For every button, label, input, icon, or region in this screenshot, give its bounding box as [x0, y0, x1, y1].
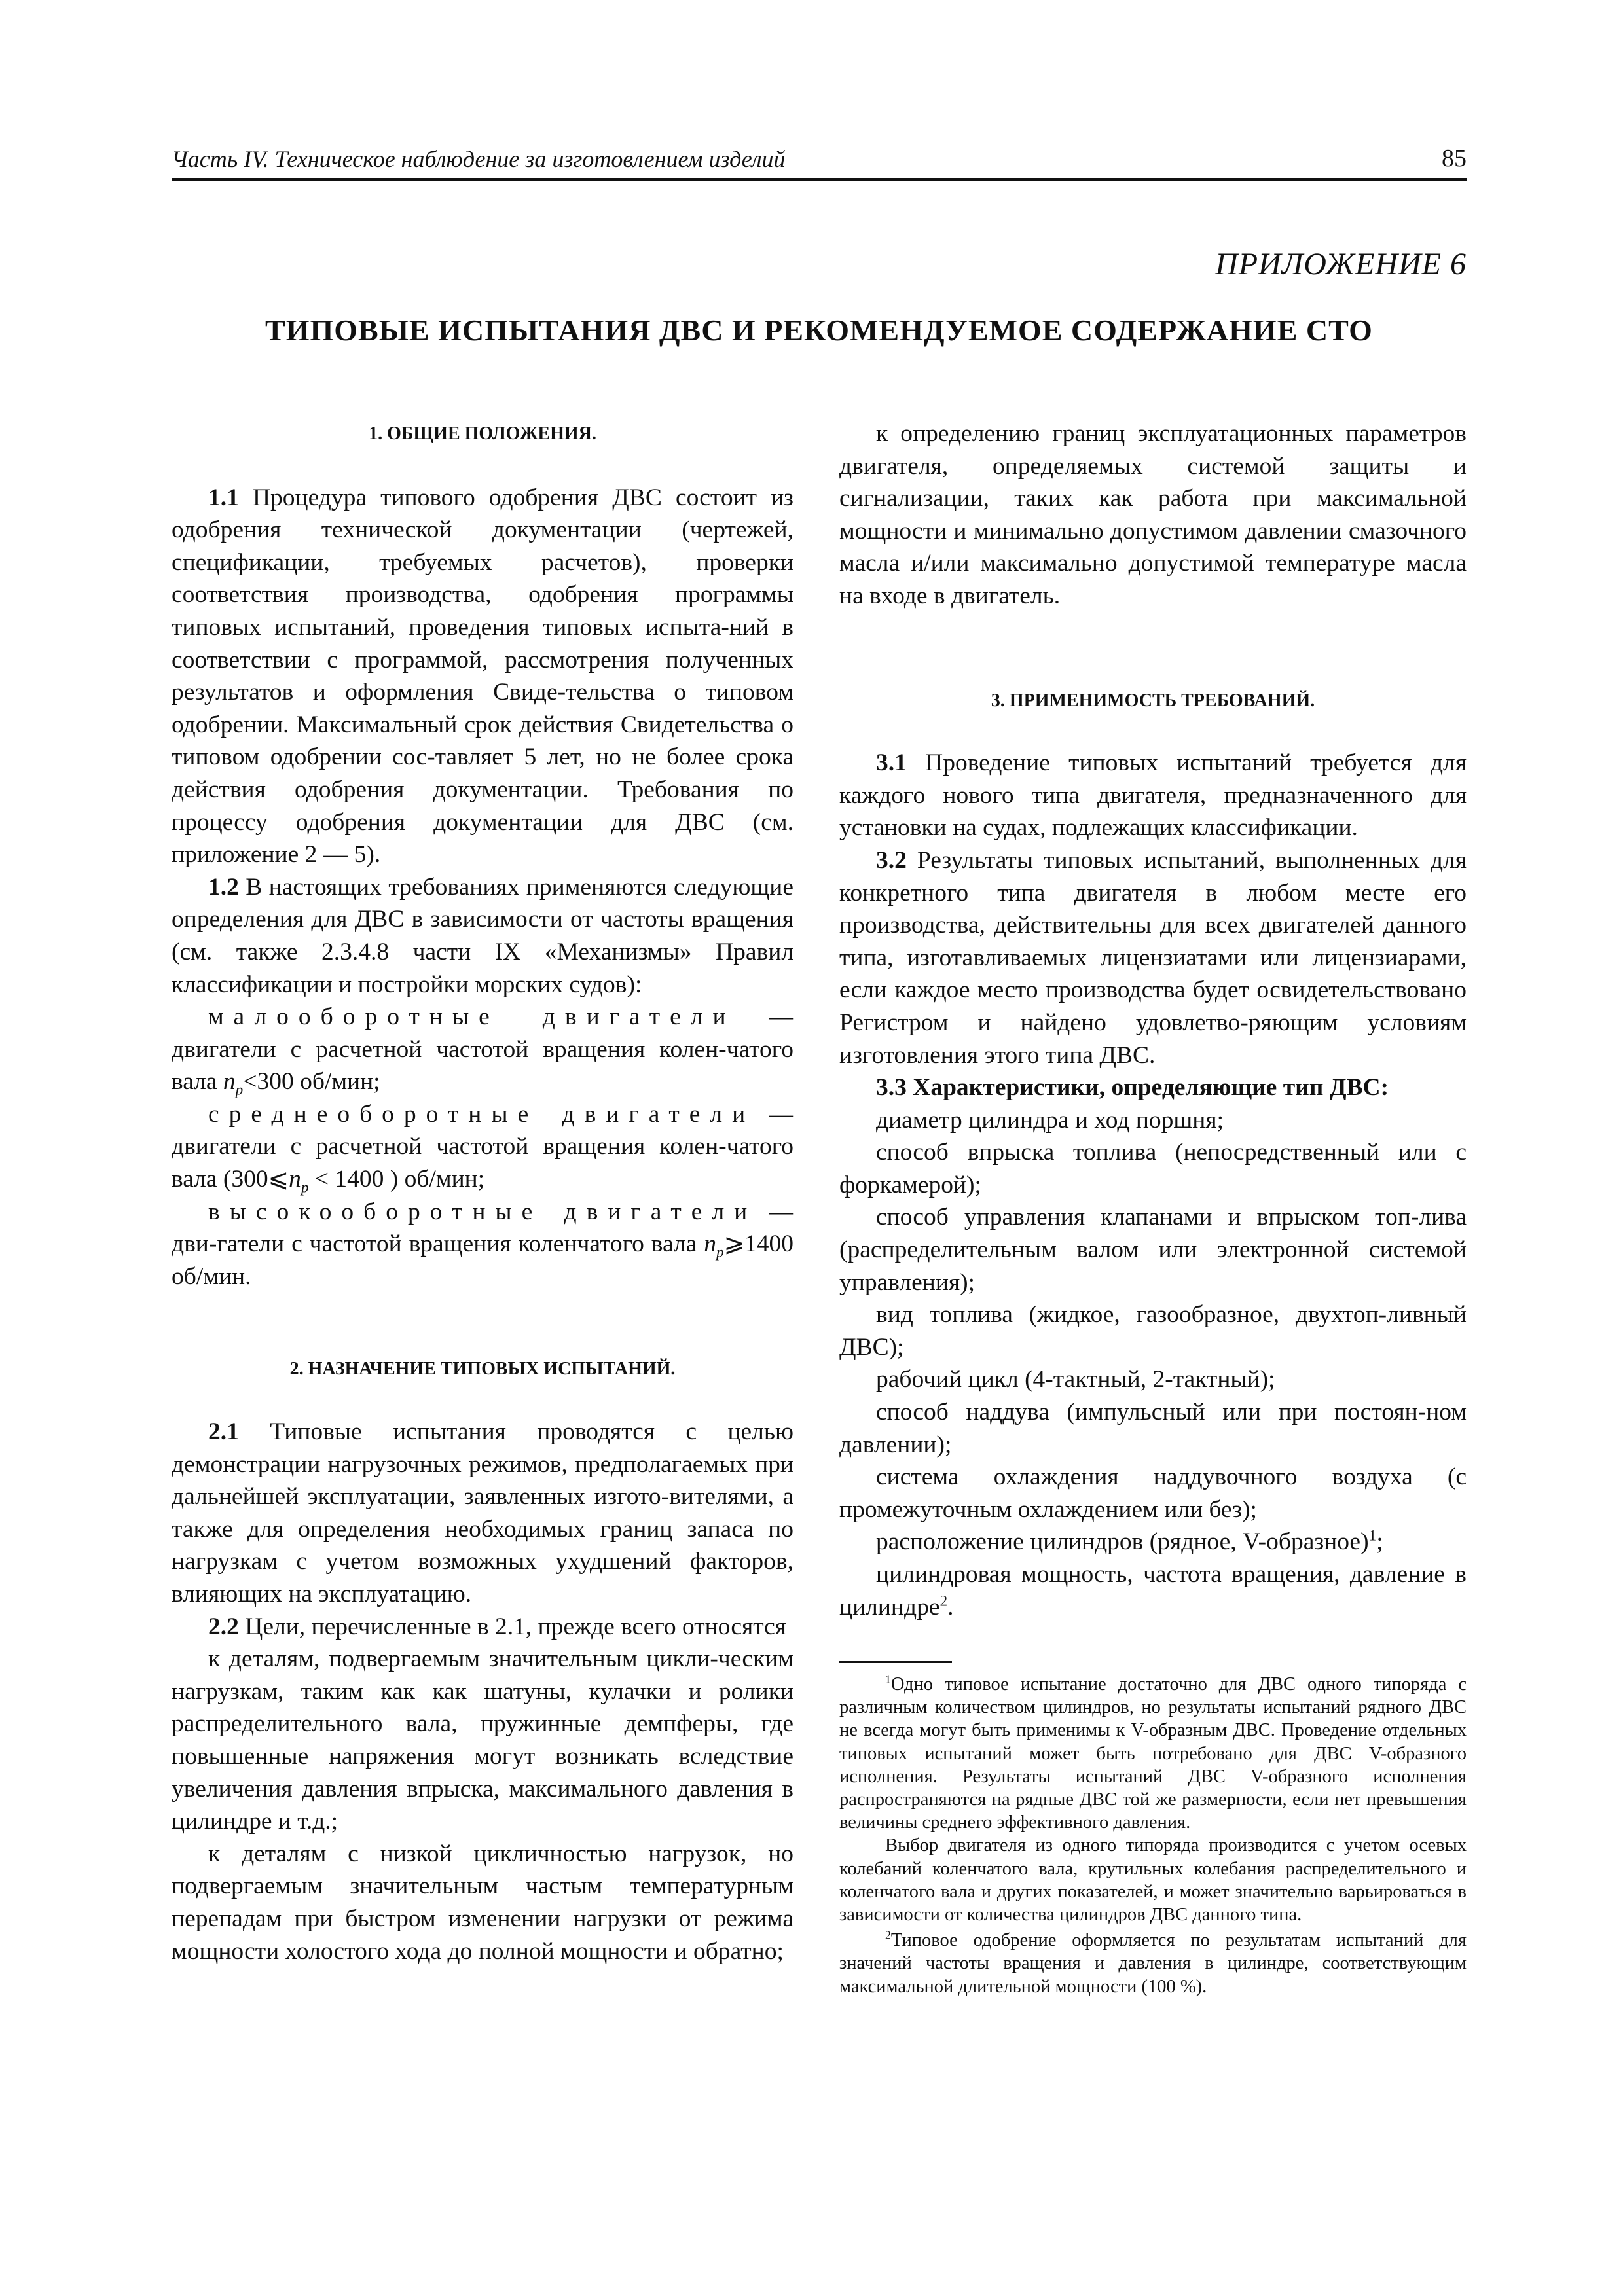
paragraph-text: Процедура типового одобрения ДВС состоит из одобрения технической документации (чертежей, спецификации, требуемых расчетов), проверки соответствия производства, одобрения программы типовых испытаний, проведения типовых испыта-ний в соответствии с программой, рассмотрения полученных результатов и оформления Свиде-тельства о типовом одобрении. Максимальный срок действия Свидетельства о типовом одобрении сос-тавляет 5 лет, но не более срока действия одобрения документации. Требования по процессу одобрения документации для ДВС (см. приложение 2 — 5).	[172, 484, 793, 869]
definition-text: — дви-гатели с частотой вращения коленчатого вала	[172, 1198, 793, 1258]
item-text: ;	[1376, 1528, 1383, 1556]
paragraph-text: В настоящих требованиях применяются следующие определения для ДВС в зависимости от частоты вращения (см. также 2.3.4.8 части IX «Механизмы» Правил классификации и постройки морских судов):	[172, 873, 793, 998]
footnote-divider	[839, 1661, 952, 1663]
characteristic-item: вид топлива (жидкое, газообразное, двухтоп-ливный ДВС);	[839, 1301, 1467, 1361]
symbol-n: n	[289, 1166, 301, 1193]
paragraph-2-2	[172, 1611, 793, 1643]
paragraph-3-2	[839, 844, 1467, 1071]
footnote-ref: 2	[939, 1592, 948, 1610]
footnote-marker: 1	[885, 1672, 891, 1686]
characteristic-item: система охлаждения наддувочного воздуха (с промежуточным охлаждением или без);	[839, 1463, 1467, 1523]
definition-text: — двигатели с расчетной частотой вращения колен-чатого вала (300⩽	[172, 1100, 793, 1193]
definition-text: — двигатели с расчетной частотой вращения колен-чатого вала	[172, 1003, 794, 1096]
footnote-text: Типовое одобрение оформляется по результатам испытаний для значений частоты вращения и давления в цилиндре, соответствующим максимальной длительной мощности (100 %).	[839, 1930, 1467, 1997]
definition-text: ⩾1400 об/мин.	[172, 1230, 793, 1290]
characteristic-item: рабочий цикл (4-тактный, 2-тактный);	[876, 1366, 1275, 1393]
left-column	[172, 418, 793, 1967]
paragraph-text: Типовые испытания проводятся с целью демонстрации нагрузочных режимов, предполагаемых при дальнейшей эксплуатации, заявленных изгото-вителями, а также для определения необходимых границ запаса по нагрузкам с учетом возможных ухудшений факторов, влияющих на эксплуатацию.	[172, 1418, 793, 1607]
section-2-heading: 2. НАЗНАЧЕНИЕ ТИПОВЫХ ИСПЫТАНИЙ.	[289, 1359, 676, 1380]
item-text: расположение цилиндров (рядное, V-образное)	[876, 1528, 1369, 1556]
clause-heading: 3.3 Характеристики, определяющие тип ДВС:	[876, 1074, 1389, 1102]
footnote-2	[839, 1929, 1467, 1998]
symbol-subscript: p	[301, 1179, 309, 1196]
definition-low-speed	[172, 1001, 793, 1098]
list-item: к определению границ эксплуатационных параметров двигателя, определяемых системой защиты и сигнализации, таких как работа при максимальной мощности и минимально допустимом давлении смазочного масла и/или максимально допустимой температуре масла на входе в двигатель.	[839, 420, 1467, 609]
definition-text: < 1400 ) об/мин;	[308, 1166, 485, 1193]
characteristic-item: диаметр цилиндра и ход поршня;	[876, 1106, 1224, 1134]
right-column	[839, 418, 1467, 1623]
symbol-subscript: p	[716, 1244, 724, 1261]
paragraph-3-3-heading	[839, 1071, 1467, 1104]
paragraph-text: Цели, перечисленные в 2.1, прежде всего относятся	[238, 1613, 786, 1640]
footnote-1-continuation: Выбор двигателя из одного типоряда производится с учетом осевых колебаний коленчатого вала, крутильных колебания распределительного и коленчатого вала и других показателей, и может значительно варьироваться в зависимости от количества цилиндров ДВС данного типа.	[839, 1835, 1467, 1926]
item-text: цилиндровая мощность, частота вращения, давление в цилиндре	[839, 1561, 1467, 1621]
characteristic-item	[839, 1526, 1467, 1558]
paragraph-text: Проведение типовых испытаний требуется для каждого нового типа двигателя, предназначенного для установки на судах, подлежащих классификации.	[839, 749, 1467, 842]
defined-term: малооборотные двигатели	[208, 1003, 736, 1031]
document-title: ТИПОВЫЕ ИСПЫТАНИЯ ДВС И РЕКОМЕНДУЕМОЕ СОДЕРЖАНИЕ СТО	[265, 314, 1373, 347]
symbol-n: n	[704, 1230, 716, 1258]
defined-term: среднеоборотные двигатели	[208, 1100, 756, 1128]
section-1-heading: 1. ОБЩИЕ ПОЛОЖЕНИЯ.	[369, 423, 596, 444]
characteristic-item	[839, 1558, 1467, 1623]
list-item: к деталям, подвергаемым значительным цикли-ческим нагрузкам, таким как как шатуны, кулачки и ролики распределительного вала, пружинные демпферы, где повышенные напряжения могут возникать вследствие увеличения давления впрыска, максимального давления в цилиндре и т.д.;	[172, 1645, 793, 1835]
definition-high-speed	[172, 1196, 793, 1293]
definition-text: <300 об/мин;	[243, 1068, 380, 1096]
paragraph-1-2	[172, 871, 793, 1001]
clause-number: 2.1	[208, 1418, 239, 1446]
appendix-label: ПРИЛОЖЕНИЕ 6	[1215, 247, 1467, 281]
characteristic-item: способ наддува (импульсный или при постоян-ном давлении);	[839, 1399, 1467, 1458]
clause-number: 3.2	[876, 846, 907, 874]
clause-number: 3.1	[876, 749, 907, 777]
footnote-text: Одно типовое испытание достаточно для ДВС одного типоряда с различным количеством цилиндров, но результаты испытаний рядного ДВС не всегда могут быть применимы к V-образным ДВС. Проведение отдельных типовых испытаний может быть потребовано для ДВС V-образного исполнения. Результаты испытаний ДВС V-образного исполнения распространяются на рядные ДВС той же размерности, если нет превышения величины среднего эффективного давления.	[839, 1674, 1467, 1833]
running-header	[172, 145, 1467, 181]
item-text: .	[947, 1593, 954, 1621]
paragraph-text: Результаты типовых испытаний, выполненных для конкретного типа двигателя в любом месте его производства, действительны для всех двигателей данного типа, изготавливаемых лицензиатами или лицензиарами, если каждое место производства будет освидетельствовано Регистром и найдено удовлетво-ряющим условиям изготовления этого типа ДВС.	[839, 846, 1467, 1069]
clause-number: 1.1	[208, 484, 239, 511]
footnote-marker: 2	[885, 1928, 891, 1942]
characteristic-item: способ впрыска топлива (непосредственный или с форкамерой);	[839, 1139, 1467, 1198]
symbol-n: n	[223, 1068, 236, 1096]
defined-term: высокооборотные двигатели	[208, 1198, 757, 1225]
paragraph-2-1	[172, 1416, 793, 1611]
footnote-1	[839, 1673, 1467, 1834]
footnotes	[839, 1673, 1467, 1998]
clause-number: 1.2	[208, 873, 239, 901]
symbol-subscript: p	[235, 1081, 244, 1099]
list-item: к деталям с низкой цикличностью нагрузок, но подвергаемым значительным частым температурным перепадам при быстром изменении нагрузки от режима мощности холостого хода до полной мощности и обратно;	[172, 1840, 793, 1965]
paragraph-3-1	[839, 747, 1467, 844]
characteristic-item: способ управления клапанами и впрыском топ-лива (распределительным валом или электронной системой управления);	[839, 1204, 1467, 1296]
footnote-ref: 1	[1368, 1527, 1377, 1545]
definition-medium-speed	[172, 1098, 793, 1196]
page-number: 85	[1442, 145, 1467, 172]
section-3-heading: 3. ПРИМЕНИМОСТЬ ТРЕБОВАНИЙ.	[991, 690, 1315, 711]
running-title: Часть IV. Техническое наблюдение за изготовлением изделий	[172, 146, 786, 172]
paragraph-1-1	[172, 482, 793, 871]
clause-number: 2.2	[208, 1613, 239, 1640]
